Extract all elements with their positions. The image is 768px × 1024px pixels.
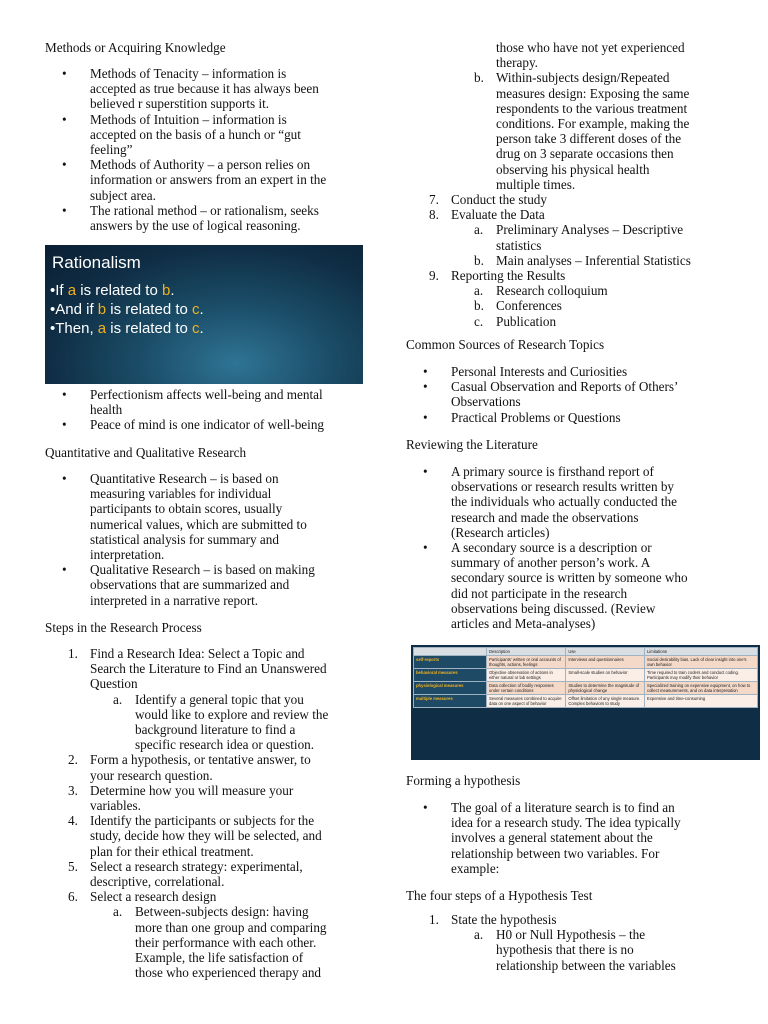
measures-table: Description Use Limitations self-reports Participants' written or oral accounts of thoughts, actions, feelings Interviews and questionnaires Social desirability bias. Lack of clear insight into one's own behavior behavioral measures Objective observation of actions in either natural or lab settings Small-scale studies on behavior Time required to train coders and conduct coding. Participants may modify their behavior physiological measures Data collection of bodily responses under certain conditions Studies to determine the magnitude of physiological change Specialized training on expensive equipment, on how to collect measurements, and on data interpretation multiple measures Several measures combined to acquire data on one aspect of behavior Offset limitation of any single measure. Complex behaviors to study Expensive and time-consuming <box>413 647 758 708</box>
table-row: self-reports Participants' written or oral accounts of thoughts, actions, feelings Interviews and questionnaires Social desirability bias. Lack of clear insight into one's own behavior <box>414 656 758 669</box>
methods-list <box>45 66 362 233</box>
list-item: • Personal Interests and Curiosities <box>406 364 723 379</box>
list-item: • Quantitative Research – is based on measuring variables for individual participants to obtain scores, usually numerical values, which are submitted to statistical analysis for summary and interpretation. <box>45 471 362 562</box>
slide-line-2: •And if b is related to c. <box>50 301 204 318</box>
literature-list <box>406 464 723 631</box>
steps-list <box>45 646 362 980</box>
list-item: • Methods of Intuition – information is accepted on the basis of a hunch or “gut feeling” <box>45 112 362 158</box>
list-item: a. Between-subjects design: having more than one group and comparing their performance with each other. Example, the life satisfaction of those who experienced therapy and <box>113 904 327 981</box>
table-row: physiological measures Data collection of bodily responses under certain conditions Studies to determine the magnitude of physiological change Specialized training on expensive equipment, on how to collect measurements, and on data interpretation <box>414 682 758 695</box>
list-item: 3. Determine how you will measure your variables. <box>68 782 294 814</box>
heading-methods: Methods or Acquiring Knowledge <box>45 40 226 55</box>
list-item: • Practical Problems or Questions <box>406 410 723 425</box>
table-row: multiple measures Several measures combined to acquire data on one aspect of behavior Offset limitation of any single measure. Complex behaviors to study Expensive and time-consuming <box>414 695 758 708</box>
list-item: • Casual Observation and Reports of Others’ Observations <box>406 379 723 409</box>
list-item: 6. Select a research design <box>68 889 217 905</box>
heading-reviewing-literature: Reviewing the Literature <box>406 437 538 452</box>
list-item: 9. Reporting the Results <box>429 268 566 284</box>
list-item: • The rational method – or rationalism, seeks answers by the use of logical reasoning. <box>45 203 362 233</box>
list-item: 4. Identify the participants or subjects for the study, decide how they will be selected, and plan for their ethical treatment. <box>68 813 322 859</box>
list-item: b. Within-subjects design/Repeated measures design: Exposing the same respondents to the various treatment conditions. For example, making the person take 3 different doses of the drug on 3 separate occasions then observing his physical health multiple times. <box>474 70 690 192</box>
list-item: a. Identify a general topic that you would like to explore and review the background literature to find a specific research idea or question. <box>113 691 329 753</box>
sources-list <box>406 364 723 425</box>
measures-table-image <box>411 645 760 760</box>
heading-steps: Steps in the Research Process <box>45 620 202 635</box>
rationalism-slide-image <box>45 245 363 384</box>
list-item: • Perfectionism affects well-being and mental health <box>45 387 362 417</box>
slide-line-1: •If a is related to b. <box>50 282 175 299</box>
list-item: • Methods of Tenacity – information is accepted as true because it has always been believed r superstition supports it. <box>45 66 362 112</box>
list-item: a. H0 or Null Hypothesis – the hypothesis that there is no relationship between the variables <box>474 927 676 973</box>
heading-quant-qual: Quantitative and Qualitative Research <box>45 445 247 460</box>
list-item: • Methods of Authority – a person relies on information or answers from an expert in the subject area. <box>45 157 362 203</box>
list-item: 5. Select a research strategy: experimental, descriptive, correlational. <box>68 858 303 890</box>
list-item: 2. Form a hypothesis, or tentative answer, to your research question. <box>68 752 311 783</box>
list-item: a. Research colloquium <box>474 283 608 299</box>
heading-four-steps: The four steps of a Hypothesis Test <box>406 888 593 903</box>
list-item: b. Main analyses – Inferential Statistics <box>474 252 691 268</box>
list-item: • A secondary source is a description or summary of another person’s work. A secondary source is written by someone who did not participate in the research observations being discussed. (Review articles and Meta-analyses) <box>406 540 723 631</box>
qq-list <box>45 471 362 608</box>
list-item: 1. State the hypothesis <box>429 912 557 927</box>
slide-line-3: •Then, a is related to c. <box>50 320 204 337</box>
list-item: • Peace of mind is one indicator of well-being <box>45 417 362 432</box>
wellbeing-list <box>45 387 362 433</box>
heading-forming-hypothesis: Forming a hypothesis <box>406 773 521 788</box>
table-row: behavioral measures Objective observation of actions in either natural or lab settings Small-scale studies on behavior Time required to train coders and conduct coding. Participants may modify their behavior <box>414 669 758 682</box>
list-item: • Qualitative Research – is based on making observations that are summarized and interpreted in a narrative report. <box>45 562 362 608</box>
list-item: 8. Evaluate the Data <box>429 207 545 223</box>
list-item: a. Preliminary Analyses – Descriptive statistics <box>474 222 684 253</box>
slide-title: Rationalism <box>52 253 141 272</box>
continued-text: those who have not yet experienced therapy. <box>496 40 685 71</box>
heading-common-sources: Common Sources of Research Topics <box>406 337 605 352</box>
list-item: 1. Find a Research Idea: Select a Topic and Search the Literature to Find an Unanswered Question <box>68 646 327 692</box>
list-item: • A primary source is firsthand report of observations or research results written by the individuals who actually conducted the research and made the observations (Research articles) <box>406 464 723 540</box>
list-item: c. Publication <box>474 313 557 329</box>
list-item: 7. Conduct the study <box>429 192 547 208</box>
list-item: b. Conferences <box>474 298 562 314</box>
hypothesis-list <box>406 800 723 876</box>
list-item: • The goal of a literature search is to find an idea for a research study. The idea typically involves a general statement about the relationship between two variables. For example: <box>406 800 723 876</box>
